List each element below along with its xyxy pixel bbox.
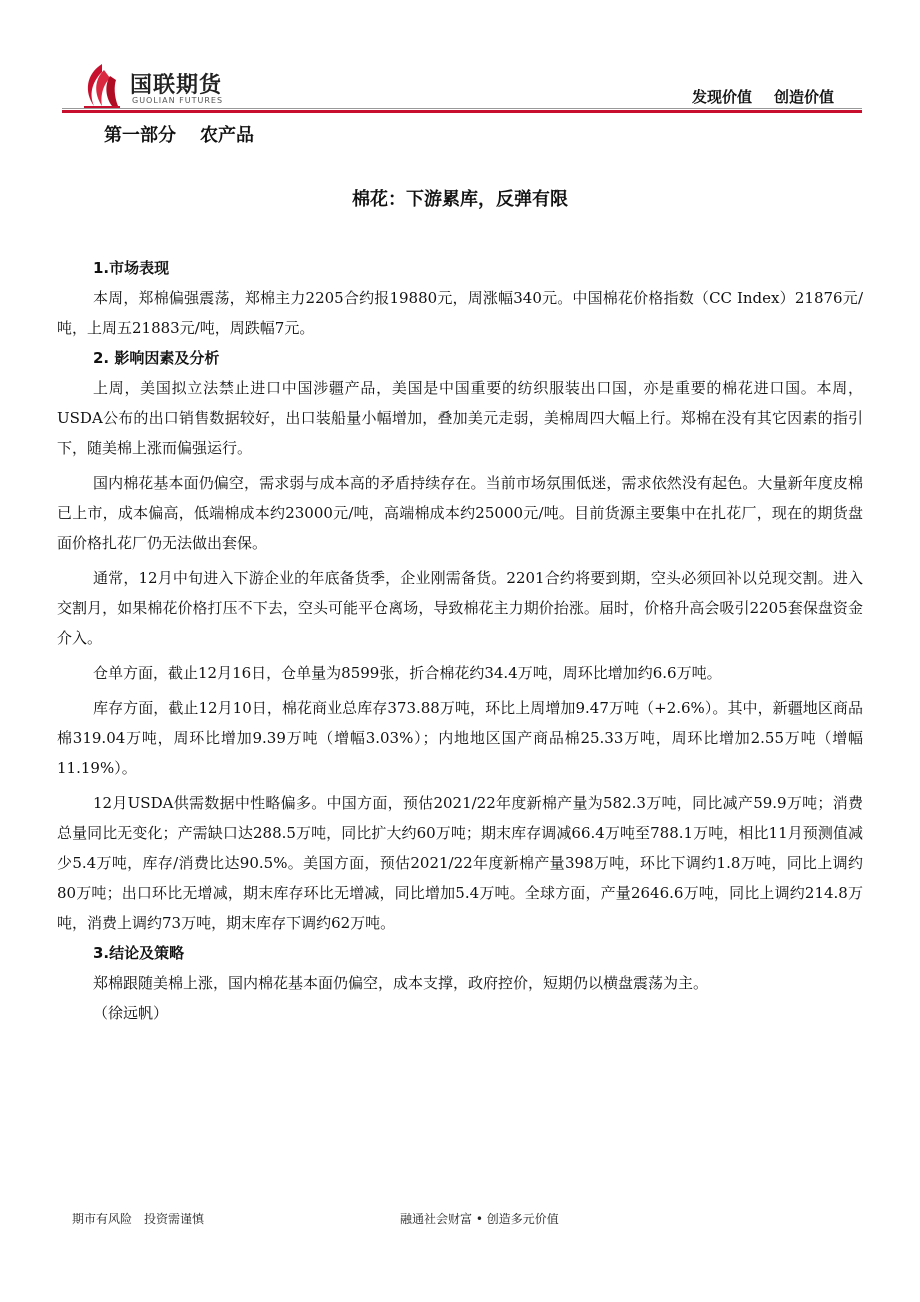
paragraph-warehouse-receipts: 仓单方面，截止12月16日，仓单量为8599张，折合棉花约34.4万吨，周环比增加约6.6万吨。 <box>93 664 722 682</box>
article-title: 棉花：下游累库，反弹有限 <box>352 189 568 210</box>
paragraph-usda: 12月USDA供需数据中性略偏多。中国方面，预估2021/22年度新棉产量为582.3万吨，同比减产59.9万吨；消费总量同比无变化；产需缺口达288.5万吨，同比扩大约60万吨；期末库存调减66.4万吨至788.1万吨，相比11月预测值减少5.4万吨，库存/消费比达90.5%。美国方面，预估2021/22年度新棉产量398万吨，环比下调约1.8万吨，同比上调约80万吨；出口环比无增减，期末库存环比无增减，同比增加5.4万吨。全球方面，产量2646.6万吨，同比上调约214.8万吨，消费上调约73万吨，期末库存下调约62万吨。 <box>57 794 863 932</box>
author: （徐远帆） <box>93 1004 169 1022</box>
header-divider-thin <box>62 108 862 109</box>
company-logo <box>80 62 300 110</box>
section-heading <box>104 121 254 147</box>
header-divider-red <box>62 110 862 113</box>
heading-market-performance: 1.市场表现 <box>93 259 170 277</box>
slogan-discover: 发现价值 <box>691 88 752 106</box>
logo-chinese-text: 国联期货 <box>130 73 223 98</box>
paragraph-inventory: 库存方面，截止12月10日，棉花商业总库存373.88万吨，环比上周增加9.47万吨（+2.6%）。其中，新疆地区商品棉319.04万吨，周环比增加9.39万吨（增幅3.03%）；内地地区国产商品棉25.33万吨，周环比增加2.55万吨（增幅11.19%）。 <box>57 699 863 777</box>
flame-logo-icon <box>80 62 124 110</box>
paragraph-market: 本周，郑棉偏强震荡，郑棉主力2205合约报19880元，周涨幅340元。中国棉花价格指数（CC Index）21876元/吨，上周五21883元/吨，周跌幅7元。 <box>57 289 863 337</box>
paragraph-conclusion: 郑棉跟随美棉上涨，国内棉花基本面仍偏空，成本支撑，政府控价，短期仍以横盘震荡为主。 <box>93 974 709 992</box>
slogan-create: 创造价值 <box>773 88 834 106</box>
heading-conclusion: 3.结论及策略 <box>93 944 185 962</box>
footer-risk-notice: 期市有风险 投资需谨慎 <box>72 1212 205 1226</box>
paragraph-us-policy: 上周，美国拟立法禁止进口中国涉疆产品，美国是中国重要的纺织服装出口国，亦是重要的棉花进口国。本周，USDA公布的出口销售数据较好，出口装船量小幅增加，叠加美元走弱，美棉周四大幅上行。郑棉在没有其它因素的指引下，随美棉上涨而偏强运行。 <box>57 379 863 457</box>
section-category: 农产品 <box>200 125 254 146</box>
section-part: 第一部分 <box>104 125 176 146</box>
paragraph-delivery-month: 通常，12月中旬进入下游企业的年底备货季，企业刚需备货。2201合约将要到期，空头必须回补以兑现交割。进入交割月，如果棉花价格打压不下去，空头可能平仓离场，导致棉花主力期价抬涨。届时，价格升高会吸引2205套保盘资金介入。 <box>57 569 863 647</box>
heading-factors-analysis: 2. 影响因素及分析 <box>93 349 220 367</box>
article-body <box>57 253 863 1028</box>
paragraph-domestic-fundamentals: 国内棉花基本面仍偏空，需求弱与成本高的矛盾持续存在。当前市场氛围低迷，需求依然没有起色。大量新年度皮棉已上市，成本偏高，低端棉成本约23000元/吨，高端棉成本约25000元/吨。目前货源主要集中在扎花厂，现在的期货盘面价格扎花厂仍无法做出套保。 <box>57 474 863 552</box>
header-slogan <box>670 86 834 107</box>
page-header <box>62 58 862 114</box>
logo-english-text: GUOLIAN FUTURES <box>132 96 224 105</box>
footer-motto: 融通社会财富 • 创造多元价值 <box>400 1212 559 1226</box>
